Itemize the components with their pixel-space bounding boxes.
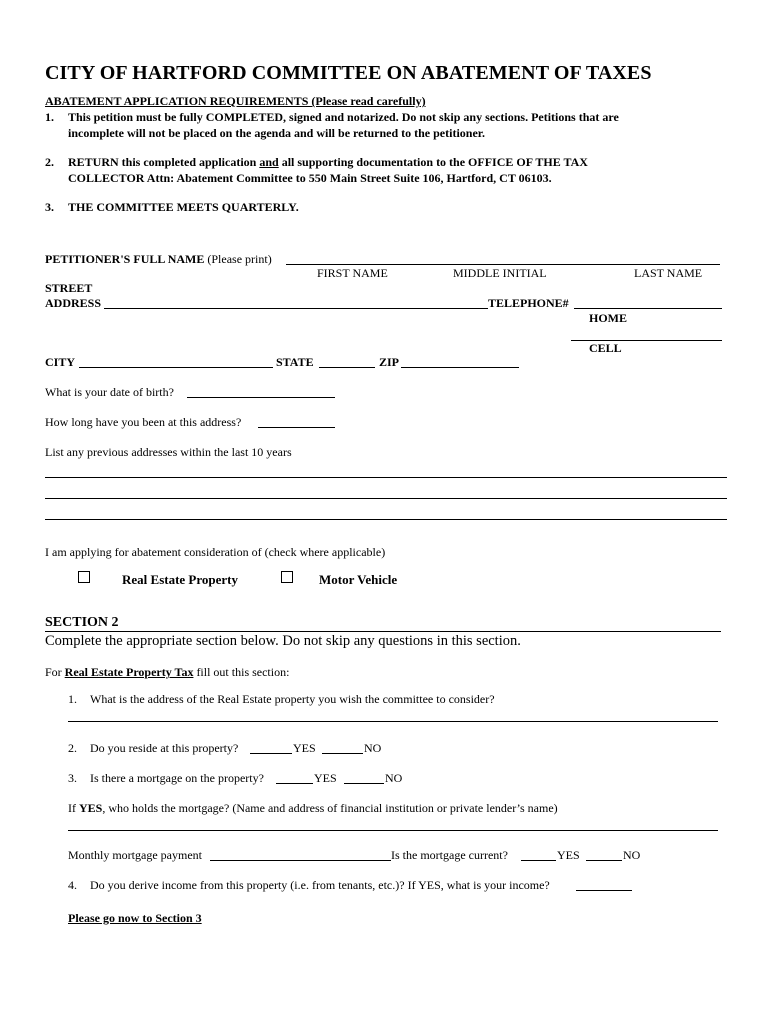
rental-income-field[interactable] <box>576 890 632 891</box>
previous-address-line-2[interactable] <box>45 498 727 499</box>
requirement-2-line2: COLLECTOR Attn: Abatement Committee to 550 Main Street Suite 106, Hartford, CT 06103. <box>68 171 552 185</box>
question-1-number: 1. <box>68 692 77 706</box>
state-label: STATE <box>276 355 314 369</box>
requirement-3-number: 3. <box>45 200 54 214</box>
street-address-field[interactable] <box>104 308 488 309</box>
monthly-payment-label: Monthly mortgage payment <box>68 848 202 862</box>
section-2-rule <box>45 631 721 632</box>
motor-vehicle-option-label: Motor Vehicle <box>319 572 398 587</box>
monthly-payment-field[interactable] <box>210 860 391 861</box>
home-phone-field[interactable] <box>574 308 722 309</box>
question-2-number: 2. <box>68 741 77 755</box>
real-estate-option-label: Real Estate Property <box>122 572 239 587</box>
requirement-3-text: THE COMMITTEE MEETS QUARTERLY. <box>68 200 299 214</box>
mortgage-no-label: NO <box>385 771 403 785</box>
street-label: STREET <box>45 281 93 295</box>
reside-yes-field[interactable] <box>250 753 292 754</box>
property-address-field[interactable] <box>68 721 718 722</box>
real-estate-section-intro: For Real Estate Property Tax fill out this section: <box>45 665 290 679</box>
section-2-heading: SECTION 2 <box>45 615 119 630</box>
question-3-number: 3. <box>68 771 77 785</box>
home-phone-caption: HOME <box>589 311 627 325</box>
mortgage-holder-field[interactable] <box>68 830 718 831</box>
requirement-2-line1: RETURN this completed application and all supporting documentation to the OFFICE OF THE TAX <box>68 155 588 169</box>
requirement-2-number: 2. <box>45 155 54 169</box>
reside-yes-label: YES <box>293 741 316 755</box>
section-2-instructions: Complete the appropriate section below. Do not skip any questions in this section. <box>45 633 521 649</box>
zip-label: ZIP <box>379 355 400 369</box>
zip-field[interactable] <box>401 367 519 368</box>
mortgage-current-question: Is the mortgage current? <box>391 848 508 862</box>
state-field[interactable] <box>319 367 375 368</box>
requirements-heading: ABATEMENT APPLICATION REQUIREMENTS (Please read carefully) <box>45 94 426 108</box>
address-label: ADDRESS <box>45 296 102 310</box>
years-at-address-question: How long have you been at this address? <box>45 415 242 429</box>
years-at-address-field[interactable] <box>258 427 335 428</box>
requirement-1-number: 1. <box>45 110 54 124</box>
current-yes-label: YES <box>557 848 580 862</box>
motor-vehicle-checkbox[interactable] <box>281 571 293 583</box>
question-3-text: Is there a mortgage on the property? <box>90 771 264 785</box>
question-4-number: 4. <box>68 878 77 892</box>
question-4-text: Do you derive income from this property (i.e. from tenants, etc.)? If YES, what is your income? <box>90 878 550 892</box>
reside-no-field[interactable] <box>322 753 363 754</box>
city-label: CITY <box>45 355 76 369</box>
mortgage-no-field[interactable] <box>344 783 384 784</box>
telephone-label: TELEPHONE# <box>488 296 569 310</box>
petitioner-name-field[interactable] <box>286 264 720 265</box>
requirement-1-line1: This petition must be fully COMPLETED, signed and notarized. Do not skip any sections. Petitions that are <box>68 110 619 124</box>
mortgage-yes-field[interactable] <box>276 783 313 784</box>
petitioner-name-label: PETITIONER'S FULL NAME (Please print) <box>45 252 272 266</box>
middle-initial-caption: MIDDLE INITIAL <box>453 266 547 280</box>
current-no-label: NO <box>623 848 641 862</box>
reside-no-label: NO <box>364 741 382 755</box>
date-of-birth-question: What is your date of birth? <box>45 385 174 399</box>
mortgage-holder-question: If YES, who holds the mortgage? (Name and address of financial institution or private lender’s name) <box>68 801 558 815</box>
go-to-section-3-note: Please go now to Section 3 <box>68 911 202 925</box>
first-name-caption: FIRST NAME <box>317 266 388 280</box>
previous-address-line-3[interactable] <box>45 519 727 520</box>
cell-phone-caption: CELL <box>589 341 622 355</box>
question-2-text: Do you reside at this property? <box>90 741 239 755</box>
last-name-caption: LAST NAME <box>634 266 703 280</box>
current-no-field[interactable] <box>586 860 622 861</box>
previous-address-line-1[interactable] <box>45 477 727 478</box>
previous-addresses-question: List any previous addresses within the last 10 years <box>45 445 292 459</box>
requirement-1-line2: incomplete will not be placed on the agenda and will be returned to the petitioner. <box>68 126 485 140</box>
current-yes-field[interactable] <box>521 860 556 861</box>
page-title: CITY OF HARTFORD COMMITTEE ON ABATEMENT OF TAXES <box>45 62 652 84</box>
city-field[interactable] <box>79 367 273 368</box>
question-1-text: What is the address of the Real Estate property you wish the committee to consider? <box>90 692 495 706</box>
abatement-type-prompt: I am applying for abatement consideration of (check where applicable) <box>45 545 386 559</box>
date-of-birth-field[interactable] <box>187 397 335 398</box>
real-estate-checkbox[interactable] <box>78 571 90 583</box>
mortgage-yes-label: YES <box>314 771 337 785</box>
